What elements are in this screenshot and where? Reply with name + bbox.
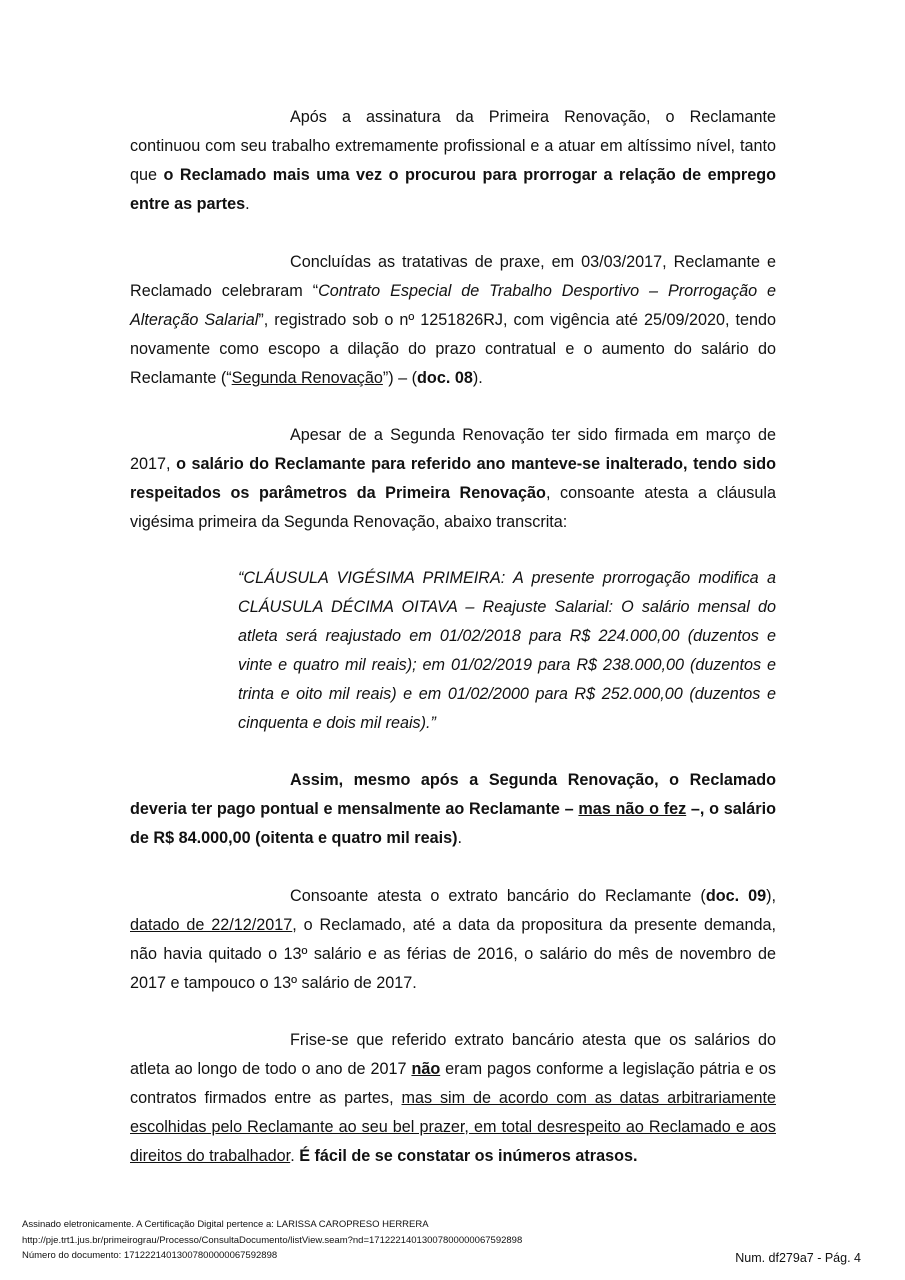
- bold-text: Assim, mesmo após a Segunda Renovação, o Reclamado deveria ter pago pontual e mensalmente ao Reclamante –: [130, 771, 776, 818]
- document-url: http://pje.trt1.jus.br/primeirograu/Processo/ConsultaDocumento/listView.seam?nd=17122214013007800000067592898: [22, 1235, 523, 1246]
- text: , o Reclamado, até a data da propositura da presente demanda, não havia quitado o 13º salário e as férias de 2016, o salário do mês de novembro de 2017 e tampouco o 13º salário de 2017.: [130, 916, 776, 992]
- text: Frise-se que referido extrato bancário atesta que os salários do atleta ao longo de todo o ano de 2017: [130, 1031, 776, 1078]
- document-number: Número do documento: 17122214013007800000067592898: [22, 1250, 278, 1261]
- text: Concluídas as tratativas de praxe, em 03/03/2017, Reclamante e Reclamado celebraram “: [130, 253, 776, 300]
- bold-text: –, o salário de R$ 84.000,00 (oitenta e quatro mil reais): [130, 800, 776, 847]
- quoted-clause: “CLÁUSULA VIGÉSIMA PRIMEIRA: A presente prorrogação modifica a CLÁUSULA DÉCIMA OITAVA – Reajuste Salarial: O salário mensal do atleta será reajustado em 01/02/2018 para R$ 224.000,00 (duzentos e vinte e quatro mil reais); em 01/02/2019 para R$ 238.000,00 (duzentos e trinta e oito mil reais) e em 01/02/2000 para R$ 252.000,00 (duzentos e cinquenta e dois mil reais).”: [238, 569, 776, 732]
- bold-text: doc. 09: [705, 887, 767, 905]
- bold-underlined-text: não: [411, 1060, 441, 1078]
- bold-text: doc. 08: [417, 369, 473, 387]
- paragraph-4: [130, 766, 776, 853]
- text: , consoante atesta a cláusula vigésima primeira da Segunda Renovação, abaixo transcrita:: [130, 484, 776, 531]
- underlined-text: mas sim de acordo com as datas arbitrariamente escolhidas pelo Reclamante ao seu bel prazer, em total desrespeito ao Reclamado e aos direitos do trabalhador: [130, 1089, 776, 1165]
- bold-text: É fácil de se constatar os inúmeros atrasos.: [299, 1147, 638, 1165]
- bold-text: o Reclamado mais uma vez o procurou para prorrogar a relação de emprego entre as partes: [130, 166, 776, 213]
- text: Consoante atesta o extrato bancário do Reclamante (: [290, 887, 706, 905]
- paragraph-2: [130, 248, 776, 393]
- text: Apesar de a Segunda Renovação ter sido firmada em março de 2017,: [130, 426, 776, 473]
- bold-text: o salário do Reclamante para referido ano manteve-se inalterado, tendo sido respeitados os parâmetros da Primeira Renovação: [130, 455, 776, 502]
- text: .: [457, 829, 462, 847]
- paragraph-1: [130, 103, 776, 219]
- paragraph-5: [130, 882, 776, 998]
- paragraph-3: [130, 421, 776, 537]
- bold-underlined-text: mas não o fez: [578, 800, 687, 818]
- text: .: [245, 195, 250, 213]
- page-number: Num. df279a7 - Pág. 4: [735, 1251, 861, 1265]
- italic-text: Contrato Especial de Trabalho Desportivo – Prorrogação e Alteração Salarial: [130, 282, 776, 329]
- text: ”, registrado sob o nº 1251826RJ, com vigência até 25/09/2020, tendo novamente como escopo a dilação do prazo contratual e o aumento do salário do Reclamante (“: [130, 311, 776, 387]
- text: Após a assinatura da Primeira Renovação, o Reclamante continuou com seu trabalho extremamente profissional e a atuar em altíssimo nível, tanto que: [130, 108, 776, 184]
- text: ”) – (: [382, 369, 418, 387]
- underlined-text: Segunda Renovação: [231, 369, 383, 387]
- text: ),: [766, 887, 777, 905]
- text: ).: [472, 369, 483, 387]
- text: .: [290, 1147, 300, 1165]
- underlined-text: datado de 22/12/2017: [130, 916, 293, 934]
- paragraph-6: [130, 1026, 776, 1171]
- signature-line: Assinado eletronicamente. A Certificação Digital pertence a: LARISSA CAROPRESO HERRERA: [22, 1219, 429, 1230]
- text: eram pagos conforme a legislação pátria e os contratos firmados entre as partes,: [130, 1060, 776, 1107]
